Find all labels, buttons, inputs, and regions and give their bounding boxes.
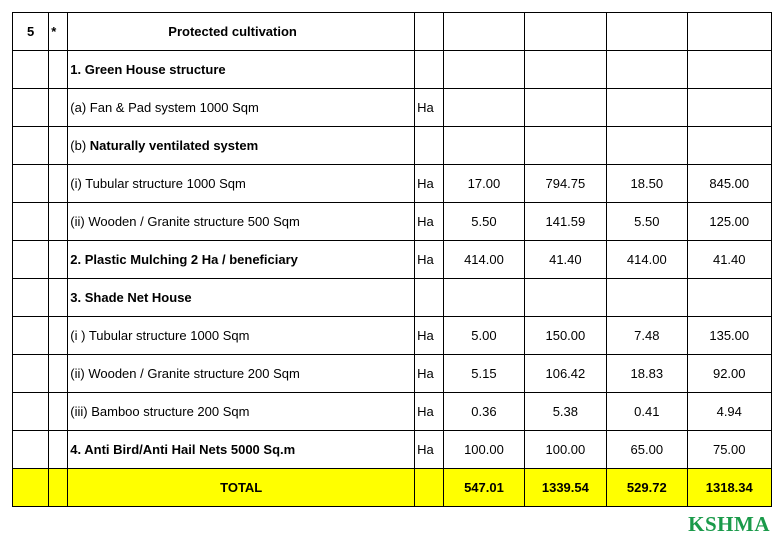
value-cell-1: 100.00 bbox=[444, 431, 524, 469]
sub-marker-cell bbox=[49, 393, 68, 431]
total-value-3: 529.72 bbox=[607, 469, 687, 507]
serial-no-cell bbox=[13, 393, 49, 431]
unit-cell: Ha bbox=[415, 165, 444, 203]
value-cell-3 bbox=[607, 51, 687, 89]
total-row bbox=[13, 469, 772, 507]
total-serial-cell bbox=[13, 469, 49, 507]
value-cell-2: 794.75 bbox=[524, 165, 606, 203]
value-cell-2 bbox=[524, 89, 606, 127]
value-cell-2: 150.00 bbox=[524, 317, 606, 355]
item-cell: (iii) Bamboo structure 200 Sqm bbox=[68, 393, 415, 431]
value-cell-1: 17.00 bbox=[444, 165, 524, 203]
unit-cell: Ha bbox=[415, 431, 444, 469]
value-cell-4: 4.94 bbox=[687, 393, 772, 431]
value-cell-3 bbox=[607, 89, 687, 127]
serial-no-cell bbox=[13, 127, 49, 165]
item-cell: 1. Green House structure bbox=[68, 51, 415, 89]
sub-marker-cell bbox=[49, 279, 68, 317]
table-row bbox=[13, 13, 772, 51]
value-cell-3: 7.48 bbox=[607, 317, 687, 355]
serial-no-cell bbox=[13, 279, 49, 317]
unit-cell bbox=[415, 51, 444, 89]
value-cell-4 bbox=[687, 13, 772, 51]
item-cell: (ii) Wooden / Granite structure 200 Sqm bbox=[68, 355, 415, 393]
table-row bbox=[13, 279, 772, 317]
value-cell-4: 845.00 bbox=[687, 165, 772, 203]
sub-marker-cell bbox=[49, 51, 68, 89]
item-cell: 3. Shade Net House bbox=[68, 279, 415, 317]
value-cell-2: 5.38 bbox=[524, 393, 606, 431]
unit-cell: Ha bbox=[415, 393, 444, 431]
unit-cell bbox=[415, 279, 444, 317]
value-cell-1 bbox=[444, 51, 524, 89]
serial-no-cell bbox=[13, 203, 49, 241]
table-row bbox=[13, 241, 772, 279]
protected-cultivation-table bbox=[12, 12, 772, 507]
value-cell-3 bbox=[607, 13, 687, 51]
value-cell-4: 92.00 bbox=[687, 355, 772, 393]
value-cell-3: 65.00 bbox=[607, 431, 687, 469]
serial-no-cell: 5 bbox=[13, 13, 49, 51]
value-cell-1: 414.00 bbox=[444, 241, 524, 279]
value-cell-3 bbox=[607, 279, 687, 317]
serial-no-cell bbox=[13, 89, 49, 127]
sub-marker-cell bbox=[49, 317, 68, 355]
sub-marker-cell bbox=[49, 127, 68, 165]
total-value-4: 1318.34 bbox=[687, 469, 772, 507]
item-cell: (a) Fan & Pad system 1000 Sqm bbox=[68, 89, 415, 127]
value-cell-2 bbox=[524, 13, 606, 51]
sub-marker-cell bbox=[49, 89, 68, 127]
total-value-1: 547.01 bbox=[444, 469, 524, 507]
unit-cell: Ha bbox=[415, 317, 444, 355]
unit-cell bbox=[415, 127, 444, 165]
serial-no-cell bbox=[13, 165, 49, 203]
value-cell-4: 75.00 bbox=[687, 431, 772, 469]
unit-cell: Ha bbox=[415, 89, 444, 127]
value-cell-2: 41.40 bbox=[524, 241, 606, 279]
value-cell-1: 5.15 bbox=[444, 355, 524, 393]
table-row bbox=[13, 355, 772, 393]
value-cell-1 bbox=[444, 127, 524, 165]
serial-no-cell bbox=[13, 51, 49, 89]
table-row bbox=[13, 127, 772, 165]
sub-marker-cell bbox=[49, 165, 68, 203]
item-cell: (i) Tubular structure 1000 Sqm bbox=[68, 165, 415, 203]
value-cell-4: 125.00 bbox=[687, 203, 772, 241]
table-body bbox=[13, 13, 772, 507]
sub-marker-cell bbox=[49, 355, 68, 393]
table-row bbox=[13, 317, 772, 355]
table-row bbox=[13, 89, 772, 127]
total-sub-cell bbox=[49, 469, 68, 507]
table-row bbox=[13, 393, 772, 431]
serial-no-cell bbox=[13, 317, 49, 355]
value-cell-3: 18.83 bbox=[607, 355, 687, 393]
value-cell-4 bbox=[687, 51, 772, 89]
value-cell-4 bbox=[687, 127, 772, 165]
serial-no-cell bbox=[13, 431, 49, 469]
value-cell-1 bbox=[444, 13, 524, 51]
value-cell-3: 18.50 bbox=[607, 165, 687, 203]
value-cell-2 bbox=[524, 51, 606, 89]
value-cell-4: 135.00 bbox=[687, 317, 772, 355]
total-value-2: 1339.54 bbox=[524, 469, 606, 507]
unit-cell: Ha bbox=[415, 203, 444, 241]
sub-marker-cell bbox=[49, 203, 68, 241]
value-cell-2: 106.42 bbox=[524, 355, 606, 393]
table-row bbox=[13, 203, 772, 241]
value-cell-1 bbox=[444, 279, 524, 317]
total-label-cell: TOTAL bbox=[68, 469, 415, 507]
item-cell: (ii) Wooden / Granite structure 500 Sqm bbox=[68, 203, 415, 241]
total-unit-cell bbox=[415, 469, 444, 507]
value-cell-1 bbox=[444, 89, 524, 127]
item-cell: Protected cultivation bbox=[68, 13, 415, 51]
value-cell-2: 100.00 bbox=[524, 431, 606, 469]
brand-watermark: KSHMA bbox=[688, 512, 770, 536]
value-cell-3 bbox=[607, 127, 687, 165]
item-cell: (i ) Tubular structure 1000 Sqm bbox=[68, 317, 415, 355]
unit-cell: Ha bbox=[415, 241, 444, 279]
item-cell: 4. Anti Bird/Anti Hail Nets 5000 Sq.m bbox=[68, 431, 415, 469]
serial-no-cell bbox=[13, 355, 49, 393]
sub-marker-cell bbox=[49, 241, 68, 279]
unit-cell: Ha bbox=[415, 355, 444, 393]
sub-marker-cell bbox=[49, 431, 68, 469]
value-cell-3: 0.41 bbox=[607, 393, 687, 431]
serial-no-cell bbox=[13, 241, 49, 279]
value-cell-4: 41.40 bbox=[687, 241, 772, 279]
sub-marker-cell: * bbox=[49, 13, 68, 51]
value-cell-2 bbox=[524, 127, 606, 165]
value-cell-4 bbox=[687, 89, 772, 127]
table-row bbox=[13, 165, 772, 203]
table-row bbox=[13, 51, 772, 89]
value-cell-2 bbox=[524, 279, 606, 317]
unit-cell bbox=[415, 13, 444, 51]
table-row bbox=[13, 431, 772, 469]
value-cell-1: 0.36 bbox=[444, 393, 524, 431]
value-cell-3: 5.50 bbox=[607, 203, 687, 241]
value-cell-2: 141.59 bbox=[524, 203, 606, 241]
item-cell: (b) Naturally ventilated system bbox=[68, 127, 415, 165]
item-cell: 2. Plastic Mulching 2 Ha / beneficiary bbox=[68, 241, 415, 279]
value-cell-3: 414.00 bbox=[607, 241, 687, 279]
value-cell-1: 5.50 bbox=[444, 203, 524, 241]
value-cell-1: 5.00 bbox=[444, 317, 524, 355]
value-cell-4 bbox=[687, 279, 772, 317]
